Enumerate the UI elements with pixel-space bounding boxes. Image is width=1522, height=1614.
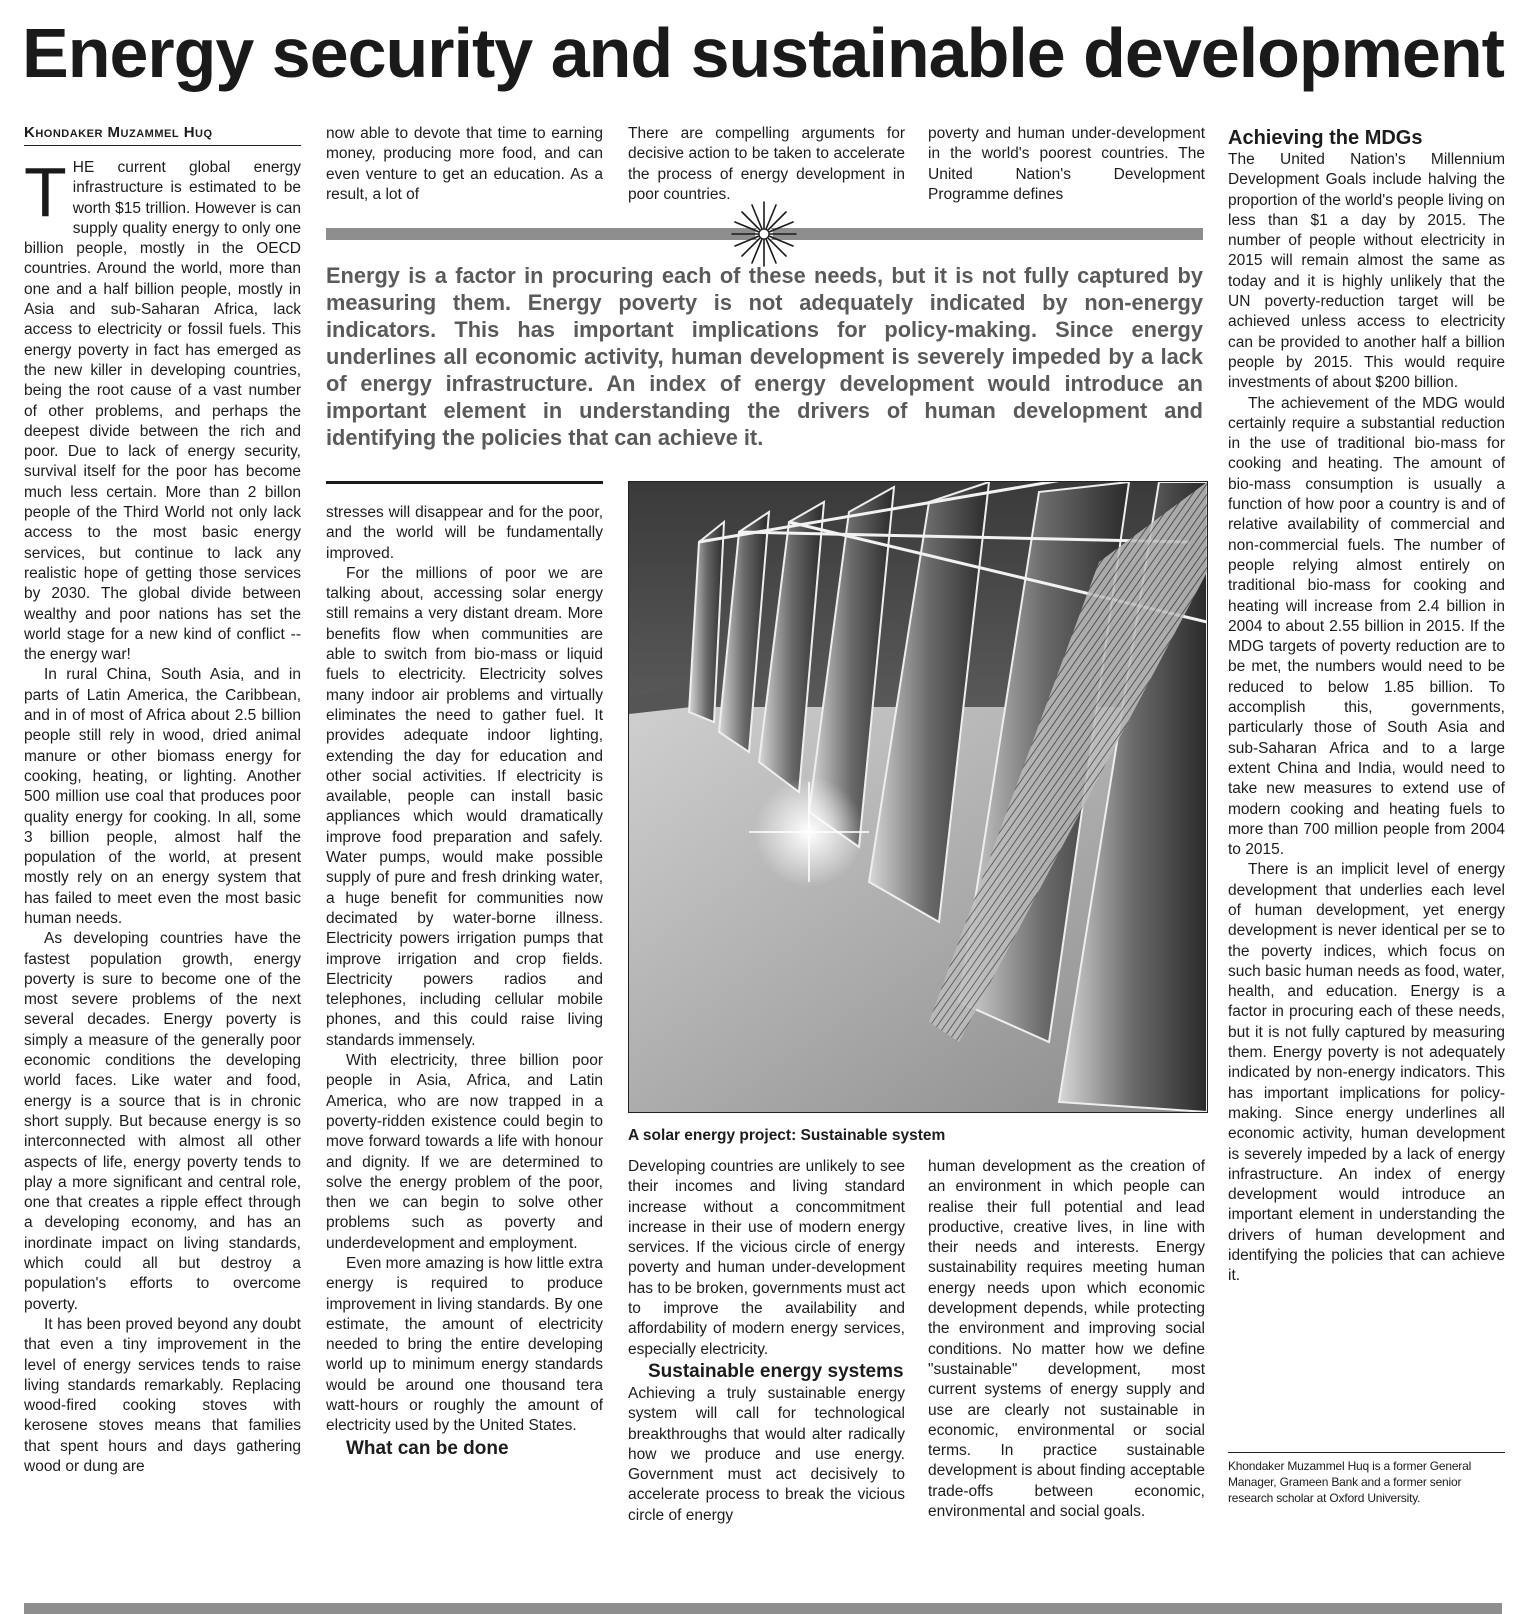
column-1-paragraph-3: As developing countries have the fastest population growth, energy poverty is sure to become one of the most severe problems of the next several decades. Energy poverty is simply a measure of the generally poor economic conditions the developing world faces. Like water and food, energy is a source that is in chronic short supply. But because energy is so interconnected with almost all other aspects of life, energy poverty tends to play a more significant and central role, one that creates a ripple effect through a developing economy, and has an inordinate impact on living standards, which could all but destroy a population's efforts to overcome poverty.	[24, 930, 301, 1313]
dropcap: T	[24, 158, 67, 231]
column-2-top: now able to devote that time to earning money, producing more food, and can even venture to get an education. As a result, a lot of	[326, 125, 603, 203]
column-4-paragraph-1: human development as the creation of an environment in which people can realise their full potential and lead productive, creative lives, in line with their needs and interests. Energy sustainability requires meeting human energy needs upon which economic development depends, while protecting the environment and improving social conditions. No matter how we define "sustainable" development, most current systems of energy supply and use are clearly not sustainable in economic, environmental or social terms. In practice sustainable development is about finding acceptable trade-offs between economic, environmental and social goals.	[928, 1158, 1205, 1521]
starburst-ornament	[730, 200, 798, 268]
column-5-paragraph-1: The United Nation's Millennium Development Goals include halving the proportion of the world's people living on less than $1 a day by 2015. The number of people without electricity in 2015 will remain almost the same as today and it is highly unlikely that the UN poverty-reduction target will be achieved unless access to electricity can be provided to another half a billion people by 2015. This would require investments of about $200 billion.	[1228, 151, 1505, 392]
column-5	[1228, 150, 1505, 1440]
column-4-bottom	[928, 1157, 1205, 1588]
column-2-rule	[326, 481, 603, 484]
pullquote: Energy is a factor in procuring each of these needs, but it is not fully captured by measuring them. Energy poverty is not adequately indicated by non-energy indicators. This has important implications for policy-making. Since energy underlines all economic activity, human development is severely impeded by a lack of energy infrastructure. An index of energy development would introduce an important element in understanding the drivers of human development and identifying the policies that can achieve it.	[326, 263, 1203, 450]
subhead-what-can-be-done: What can be done	[346, 1437, 509, 1459]
column-2-bottom	[326, 503, 603, 1588]
column-3-paragraph-1: Developing countries are unlikely to see their incomes and living standard increase without a concommitment increase in their use of modern energy services. If the vicious circle of energy poverty and human under-development has to be broken, governments must act to improve the availability and affordability of modern energy services, especially electricity.	[628, 1158, 905, 1358]
photo-caption: A solar energy project: Sustainable system	[628, 1127, 946, 1144]
column-2-paragraph-4: Even more amazing is how little extra energy is required to produce improvement in living standards. By one estimate, the amount of electricity needed to bring the entire developing world up to minimum energy standards would be around one thousand tera watt-hours or roughly the amount of electricity used by the United States.	[326, 1254, 603, 1435]
column-1	[24, 158, 301, 1588]
headline: Energy security and sustainable development	[22, 14, 1504, 92]
column-5-paragraph-3: There is an implicit level of energy development that underlies each level of human development, yet energy development is never identical per se to the poverty indices, which focus on such basic human needs as food, water, health, and education. Energy is a factor in procuring each of these needs, but it is not fully captured by measuring them. Energy poverty is not adequately indicated by non-energy indicators. This has important implications for policy-making. Since energy underlines all economic activity, human development is severely impeded by a lack of energy infrastructure. An index of energy development would introduce an important element in understanding the drivers of human development and identifying the policies that can achieve it.	[1228, 861, 1505, 1285]
author-bio: Khondaker Muzammel Huq is a former General Manager, Grameen Bank and a former senior research scholar at Oxford University.	[1228, 1452, 1505, 1506]
column-1-paragraph-4: It has been proved beyond any doubt that even a tiny improvement in the level of energy services tends to raise living standards remarkably. Replacing wood-fired cooking stoves with kerosene stoves means that families that spent hours and days gathering wood or dung are	[24, 1315, 301, 1475]
subhead-achieving-the-mdgs: Achieving the MDGs	[1228, 127, 1423, 149]
footer-rule	[24, 1603, 1502, 1614]
column-3-paragraph-2: Achieving a truly sustainable energy system will call for technological breakthroughs that would alter radically how we produce and use energy. Government must act decisively to accelerate process to break the vicious circle of energy	[628, 1384, 905, 1524]
column-3-bottom	[628, 1157, 905, 1588]
column-1-paragraph-2: In rural China, South Asia, and in parts of Latin America, the Caribbean, and in of most of Africa about 2.5 billion people still rely in wood, dried animal manure or other biomass energy for cooking, heating, or lighting. Another 500 million use coal that produces poor quality energy for cooking. In all, some 3 billion people, almost half the population of the world, at present mostly rely on an energy system that has failed to meet even the most basic human needs.	[24, 666, 301, 927]
column-1-paragraph-1: THE current global energy infrastructure is estimated to be worth $15 trillion. However is can supply quality energy to only one billion people, mostly in the OECD countries. Around the world, more than one and a half billion people, mostly in Asia and sub-Saharan Africa, lack access to electricity or fossil fuels. This energy poverty in fact has emerged as the new killer in developing countries, being the root cause of a vast number of other problems, and perhaps the deepest divide between the rich and poor. Due to lack of energy security, survival itself for the poor has become much less certain. More than 2 billon people of the Third World not only lack access to the most basic energy services, but continue to lack any realistic hope of getting those services by 2030. The global divide between wealthy and poor nations has set the world stage for a new kind of conflict -- the energy war!	[24, 158, 301, 664]
solar-panels-photo	[628, 481, 1208, 1113]
column-2-paragraph-3: With electricity, three billion poor people in Asia, Africa, and Latin America, who are now trapped in a poverty-ridden existence could begin to move forward towards a life with honour and dignity. If we are determined to solve the energy problem of the poor, then we can begin to solve other problems such as poverty and underdevelopment and employment.	[326, 1052, 603, 1252]
byline: Khondaker Muzammel Huq	[24, 124, 301, 146]
column-4-top: poverty and human under-development in the world's poorest countries. The United Nation's Development Programme defines	[928, 125, 1205, 203]
column-2-paragraph-1: stresses will disappear and for the poor, and the world will be fundamentally improved.	[326, 504, 603, 562]
column-2-paragraph-2: For the millions of poor we are talking about, accessing solar energy still remains a very distant dream. More benefits flow when communities are able to switch from bio-mass or liquid fuels to electricity. Electricity solves many indoor air problems and virtually eliminates the need to gather fuel. It provides adequate indoor lighting, extending the day for education and other social activities. If electricity is available, people can install basic appliances which would dramatically improve food preparation and safely. Water pumps, would make possible supply of pure and fresh drinking water, a huge benefit for communities now decimated by water-borne illness. Electricity powers irrigation pumps that improve irrigation and crop fields. Electricity powers radios and telephones, including cellular mobile phones, and this could raise living standards immensely.	[326, 564, 603, 1049]
subhead-sustainable-energy-systems: Sustainable energy systems	[648, 1360, 904, 1382]
column-5-paragraph-2: The achievement of the MDG would certainly require a substantial reduction in the use of traditional bio-mass for cooking and heating. The amount of bio-mass consumption is usually a function of how poor a country is and of relative availability of commercial and non-commercial fuels. The number of people relying almost entirely on traditional bio-mass for cooking and heating will increase from 2.4 billion in 2004 to about 2.55 billion in 2015. If the MDG targets of poverty reduction are to be met, the numbers would need to be reduced to below 1.85 billion. To accomplish this, governments, particularly those of South Asia and sub-Saharan Africa and to a large extent China and India, would need to take new measures to extend use of modern cooking and heating fuels to more than 700 million people from 2004 to 2015.	[1228, 394, 1505, 859]
column-3-top: There are compelling arguments for decisive action to be taken to accelerate the process of energy development in poor countries.	[628, 125, 905, 203]
